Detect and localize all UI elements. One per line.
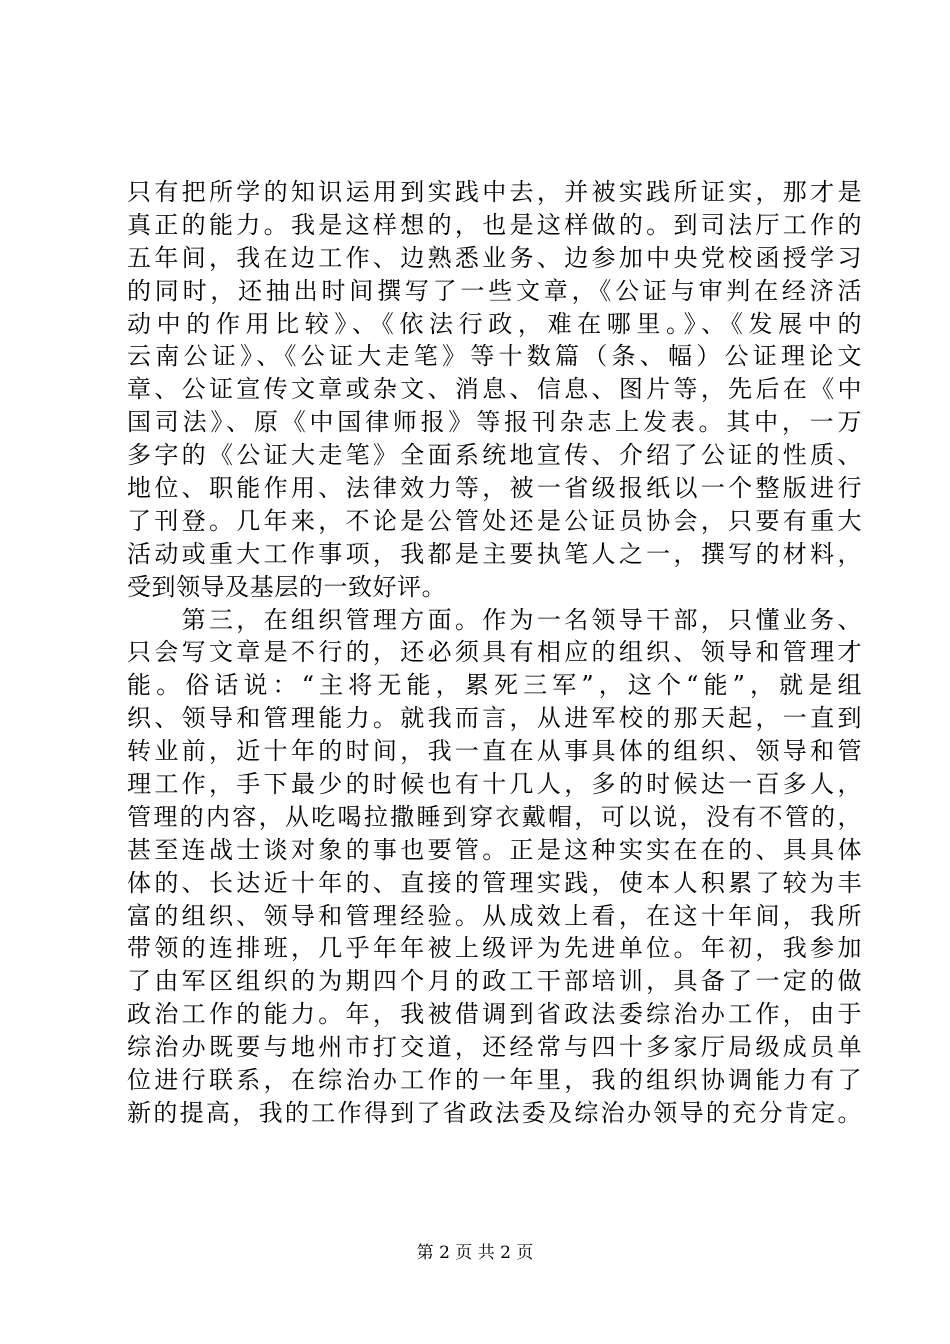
text-line: 地位、职能作用、法律效力等，被一省级报纸以一个整版进行 <box>127 474 862 503</box>
text-line: 活动或重大工作事项，我都是主要执笔人之一，撰写的材料， <box>127 539 862 568</box>
text-line: 甚至连战士谈对象的事也要管。正是这种实实在在的、具具体 <box>127 835 862 864</box>
text-line: 转业前，近十年的时间，我一直在从事具体的组织、领导和管 <box>127 737 862 766</box>
text-line: 位进行联系，在综治办工作的一年里，我的组织协调能力有了 <box>127 1066 862 1095</box>
text-line: 云南公证》、《公证大走笔》等十数篇（条、幅）公证理论文 <box>127 342 862 371</box>
text-line: 国司法》、原《中国律师报》等报刊杂志上发表。其中，一万 <box>127 408 862 437</box>
text-line: 能。俗话说：“主将无能，累死三军”，这个“能”，就是组 <box>127 671 862 700</box>
text-line: 只会写文章是不行的，还必须具有相应的组织、领导和管理才 <box>127 638 862 667</box>
text-line: 新的提高，我的工作得到了省政法委及综治办领导的充分肯定。 <box>127 1098 862 1127</box>
text-line: 第三，在组织管理方面。作为一名领导干部，只懂业务、 <box>127 605 862 634</box>
text-line: 只有把所学的知识运用到实践中去，并被实践所证实，那才是 <box>127 178 862 206</box>
text-line: 真正的能力。我是这样想的，也是这样做的。到司法厅工作的 <box>127 210 862 239</box>
text-line: 富的组织、领导和管理经验。从成效上看，在这十年间，我所 <box>127 901 862 930</box>
text-line: 织、领导和管理能力。就我而言，从进军校的那天起，一直到 <box>127 704 862 733</box>
text-line: 体的、长达近十年的、直接的管理实践，使本人积累了较为丰 <box>127 868 862 897</box>
text-line: 多字的《公证大走笔》全面系统地宣传、介绍了公证的性质、 <box>127 441 862 470</box>
text-line: 带领的连排班，几乎年年被上级评为先进单位。年初，我参加 <box>127 934 862 963</box>
text-line: 了刊登。几年来，不论是公管处还是公证员协会，只要有重大 <box>127 506 862 535</box>
text-line: 动中的作用比较》、《依法行政，难在哪里。》、《发展中的 <box>127 309 862 338</box>
text-line: 受到领导及基层的一致好评。 <box>127 572 447 601</box>
text-line: 综治办既要与地州市打交道，还经常与四十多家厅局级成员单 <box>127 1033 862 1062</box>
body-text <box>127 176 862 1130</box>
text-line: 政治工作的能力。年，我被借调到省政法委综治办工作，由于 <box>127 1000 862 1029</box>
text-line: 章、公证宣传文章或杂文、消息、信息、图片等，先后在《中 <box>127 375 862 404</box>
text-line: 五年间，我在边工作、边熟悉业务、边参加中央党校函授学习 <box>127 243 862 272</box>
text-line: 理工作，手下最少的时候也有十几人，多的时候达一百多人， <box>127 770 862 799</box>
text-line: 管理的内容，从吃喝拉撒睡到穿衣戴帽，可以说，没有不管的， <box>127 802 862 831</box>
text-line: 了由军区组织的为期四个月的政工干部培训，具备了一定的做 <box>127 967 862 996</box>
page-number-footer: 第 2 页 共 2 页 <box>416 1243 534 1263</box>
text-line: 的同时，还抽出时间撰写了一些文章，《公证与审判在经济活 <box>127 276 862 305</box>
